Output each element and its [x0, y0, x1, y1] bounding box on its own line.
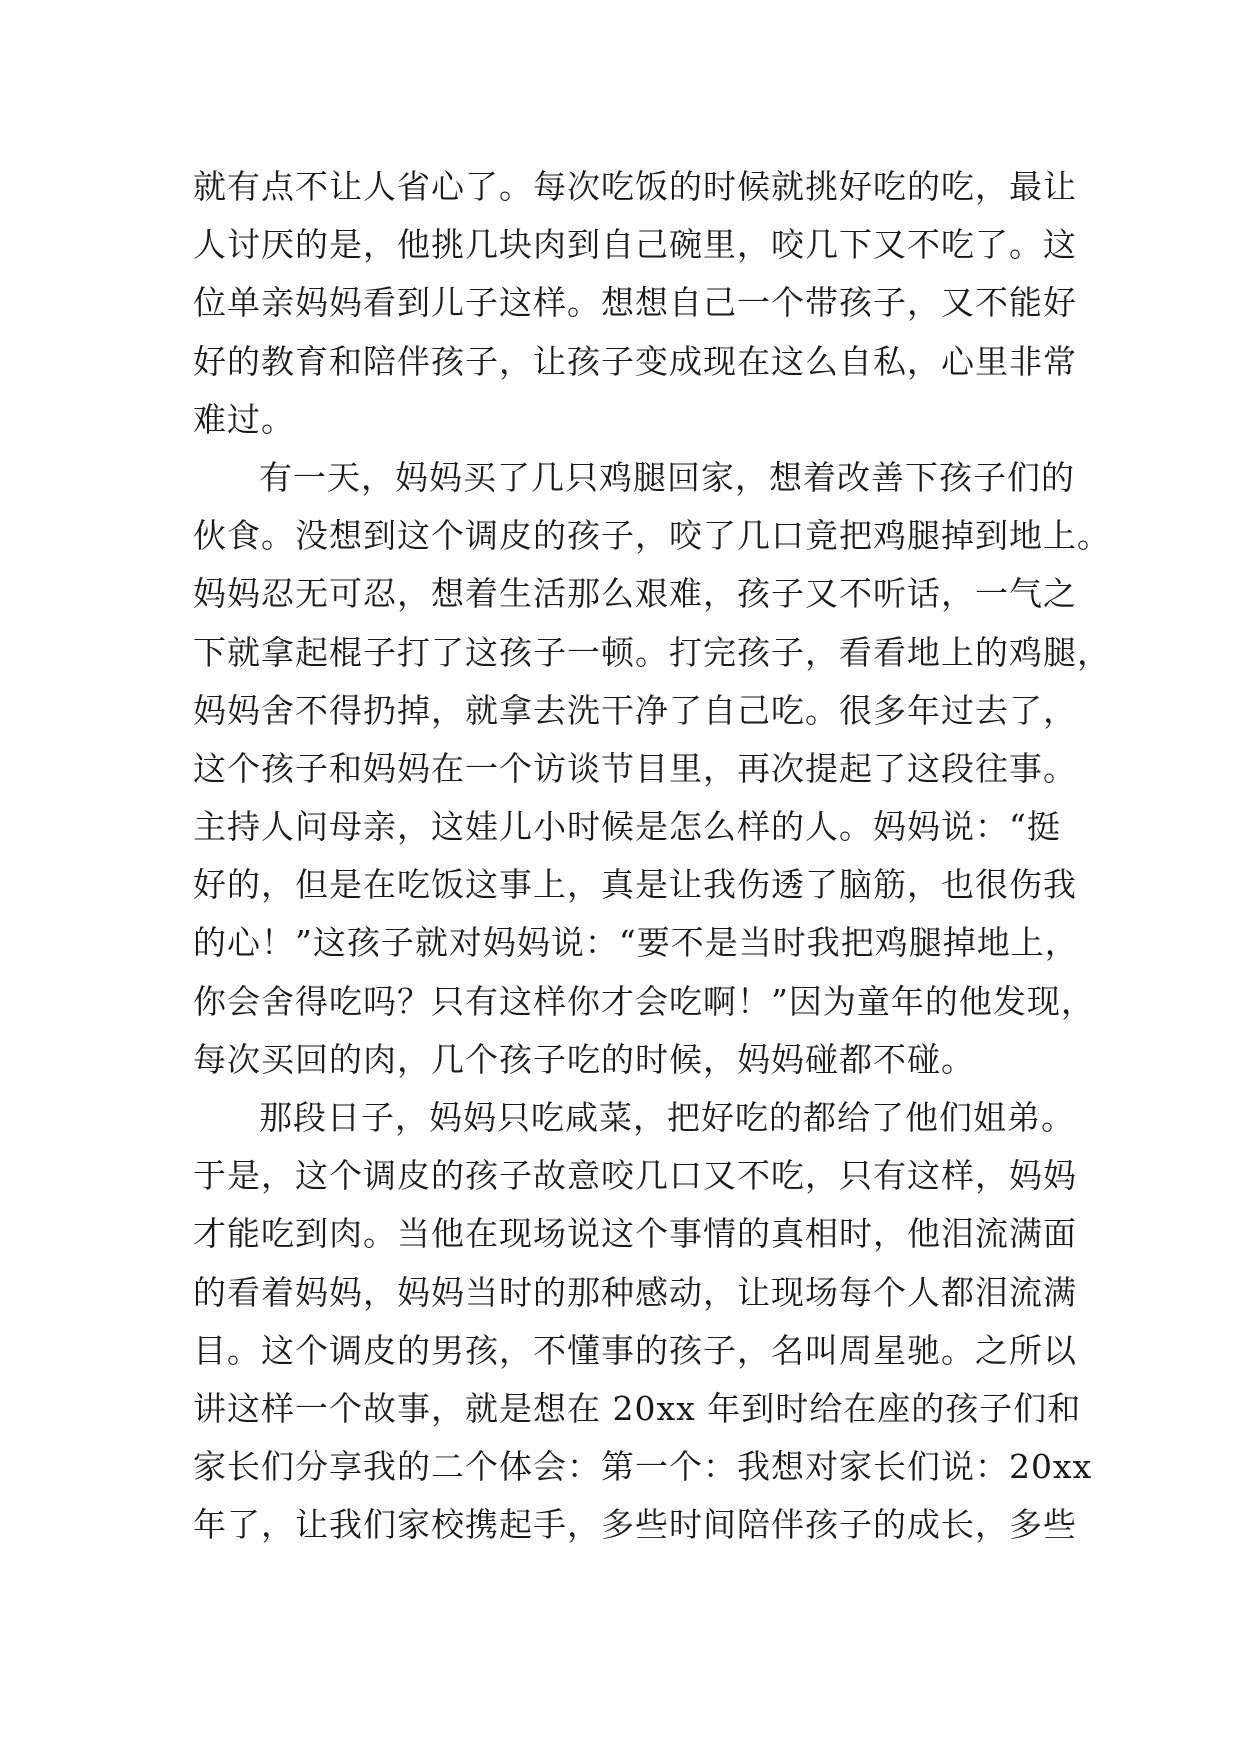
text-line: 主持人问母亲，这娃儿小时候是怎么样的人。妈妈说：“挺	[193, 807, 1061, 847]
text-line: 下就拿起棍子打了这孩子一顿。打完孩子，看看地上的鸡腿，	[193, 632, 1111, 672]
text-line: 好的教育和陪伴孩子，让孩子变成现在这么自私，心里非常	[193, 341, 1077, 381]
text-line: 妈妈忍无可忍，想着生活那么艰难，孩子又不听话，一气之	[193, 574, 1077, 614]
text-line: 目。这个调皮的男孩，不懂事的孩子，名叫周星驰。之所以	[193, 1330, 1077, 1370]
paragraph-first-line: 那段日子，妈妈只吃咸菜，把好吃的都给了他们姐弟。	[259, 1098, 1075, 1137]
text-line: 讲这样一个故事，就是想在 20xx 年到时给在座的孩子们和	[193, 1388, 1082, 1428]
text-line: 就有点不让人省心了。每次吃饭的时候就挑好吃的吃，最让	[193, 167, 1077, 206]
text-line: 才能吃到肉。当他在现场说这个事情的真相时，他泪流满面	[193, 1214, 1077, 1254]
text-line: 妈妈舍不得扔掉，就拿去洗干净了自己吃。很多年过去了，	[193, 690, 1077, 730]
text-line: 你会舍得吃吗？只有这样你才会吃啊！”因为童年的他发现，	[193, 981, 1095, 1021]
text-line: 的看着妈妈，妈妈当时的那种感动，让现场每个人都泪流满	[193, 1272, 1077, 1312]
text-line: 的心！”这孩子就对妈妈说：“要不是当时我把鸡腿掉地上，	[193, 923, 1079, 963]
text-line: 难过。	[193, 399, 295, 439]
paragraph-first-line: 有一天，妈妈买了几只鸡腿回家，想着改善下孩子们的	[259, 457, 1075, 497]
text-line: 好的，但是在吃饭这事上，真是让我伤透了脑筋，也很伤我	[193, 865, 1077, 905]
text-line: 这个孩子和妈妈在一个访谈节目里，再次提起了这段往事。	[193, 748, 1077, 788]
body-text	[193, 158, 1111, 1555]
text-line: 人讨厌的是，他挑几块肉到自己碗里，咬几下又不吃了。这	[193, 225, 1077, 265]
text-line: 每次买回的肉，几个孩子吃的时候，妈妈碰都不碰。	[193, 1039, 975, 1079]
text-line: 位单亲妈妈看到儿子这样。想想自己一个带孩子，又不能好	[193, 283, 1077, 323]
text-line: 年了，让我们家校携起手，多些时间陪伴孩子的成长，多些	[193, 1505, 1077, 1545]
text-line: 于是，这个调皮的孩子故意咬几口又不吃，只有这样，妈妈	[193, 1156, 1077, 1196]
text-line: 家长们分享我的二个体会：第一个：我想对家长们说：20xx	[193, 1447, 1093, 1487]
text-line: 伙食。没想到这个调皮的孩子，咬了几口竟把鸡腿掉到地上。	[193, 516, 1111, 556]
